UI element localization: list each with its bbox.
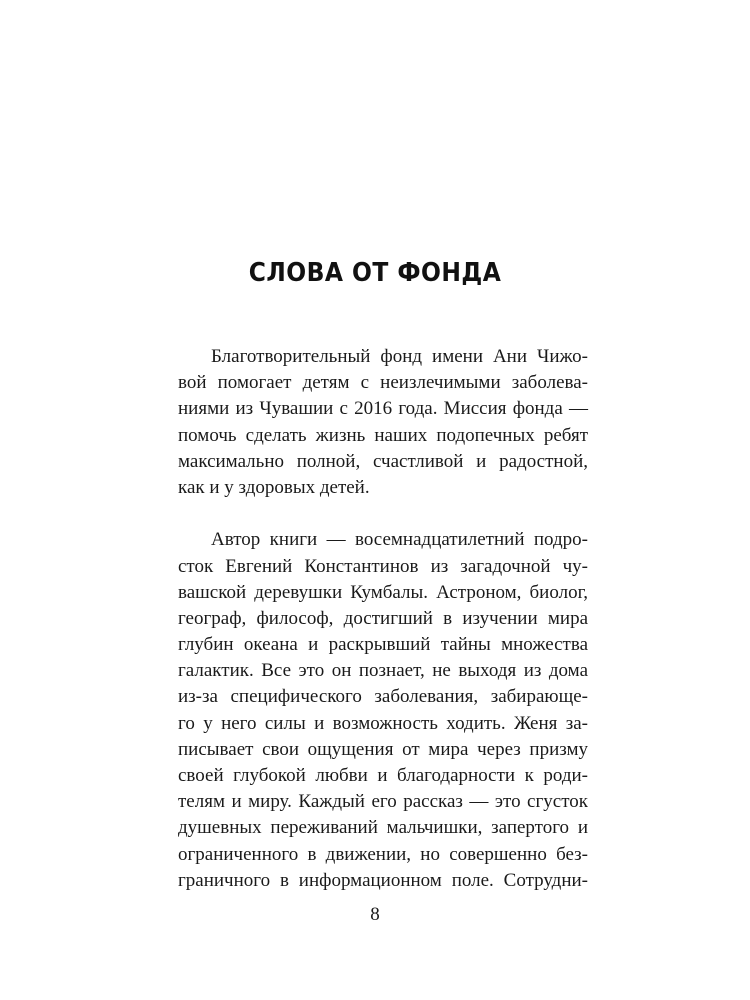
text-line: писывает свои ощущения от мира через призму [178,738,588,760]
text-line: сток Евгений Константинов из загадочной чу- [178,555,588,577]
text-line: ограниченного в движении, но совершенно без- [178,843,588,865]
body-text [178,344,588,894]
text-line: душевных переживаний мальчишки, запертого и [178,817,588,839]
text-line: ниями из Чувашии с 2016 года. Миссия фонда — [178,398,588,420]
text-line: вашской деревушки Кумбалы. Астроном, биолог, [178,581,588,603]
chapter-title: СЛОВА ОТ ФОНДА [248,258,502,288]
text-line: как и у здоровых детей. [178,476,370,498]
text-line: географ, философ, достигший в изучении мира [178,607,588,629]
text-line: из-за специфического заболевания, забирающе- [178,686,588,708]
text-line: максимально полной, счастливой и радостной, [178,450,588,472]
text-line: глубин океана и раскрывший тайны множества [178,634,588,656]
text-line: своей глубокой любви и благодарности к роди- [178,765,588,786]
text-line: галактик. Все это он познает, не выходя из дома [178,660,588,682]
page-number: 8 [370,904,380,925]
text-line: телям и миру. Каждый его рассказ — это сгусток [178,791,588,813]
text-line: Автор книги — восемнадцатилетний подро- [211,529,588,551]
text-line: помочь сделать жизнь наших подопечных ребят [178,424,588,446]
text-line: Благотворительный фонд имени Ани Чижо- [211,346,588,367]
text-line: граничного в информационном поле. Сотрудни- [178,869,588,891]
text-line: го у него силы и возможность ходить. Женя за- [178,712,588,734]
text-line: вой помогает детям с неизлечимыми заболева- [178,372,588,394]
paragraph-gap [178,501,588,527]
